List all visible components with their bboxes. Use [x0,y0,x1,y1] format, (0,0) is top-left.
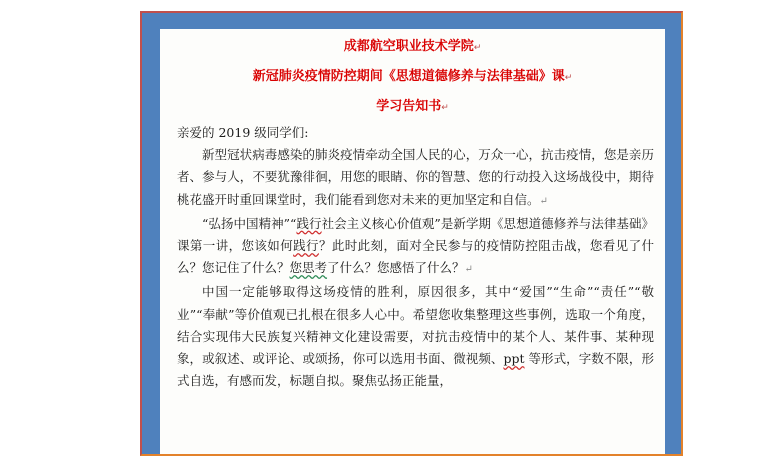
spellcheck-word: 践行 [296,215,322,231]
grammar-check-phrase: 您思考 [289,260,328,276]
paragraph-mark: ↵ [473,43,482,53]
paragraph-mark: ↵ [539,195,548,207]
spellcheck-word: ppt [503,351,525,367]
notice-title: 学习告知书↵ [376,99,449,114]
greeting: 亲爱的 2019 级同学们: [177,125,309,140]
paragraph-1: 新型冠状病毒感染的肺炎疫情牵动全国人民的心，万众一心，抗击疫情，您是亲历者、参与人，不要犹豫徘徊，用您的眼睛、你的智慧、您的行动投入这场战役中，期待桃花盛开时重回课堂时，我们能看到您对未来的更加坚定和自信。↵ [177,147,654,207]
paragraph-2: “弘扬中国精神”“践行社会主义核心价值观”是新学期《思想道德修养与法律基础》课第一讲，您该如何践行？此时此刻，面对全民参与的疫情防控阻击战，您看见了什么？您记住了什么？您思考了什么？您感悟了什么？↵ [177,215,654,276]
letter-body [177,122,654,392]
paragraph-mark: ↵ [564,73,573,83]
school-title: 成都航空职业技术学院↵ [343,39,482,54]
document-page [160,29,665,454]
spellcheck-word: 践行 [293,238,319,254]
course-title: 新冠肺炎疫情防控期间《思想道德修养与法律基础》课↵ [252,69,573,84]
paragraph-mark: ↵ [464,264,473,276]
paragraph-mark: ↵ [441,103,449,113]
paragraph-3: 中国一定能够取得这场疫情的胜利，原因很多，其中“爱国”“生命”“责任”“敬业”“奉献”等价值观已扎根在很多人心中。希望您收集整理这些事例，选取一个角度，结合实现伟大民族复兴精神文化建设需要，对抗击疫情中的某个人、某件事、某种现象，或叙述、或评论、或颂扬，你可以选用书面、微视频、ppt 等形式，字数不限，形式自选，有感而发，标题自拟。聚焦弘扬正能量， [177,284,654,389]
slide-frame [140,11,683,456]
